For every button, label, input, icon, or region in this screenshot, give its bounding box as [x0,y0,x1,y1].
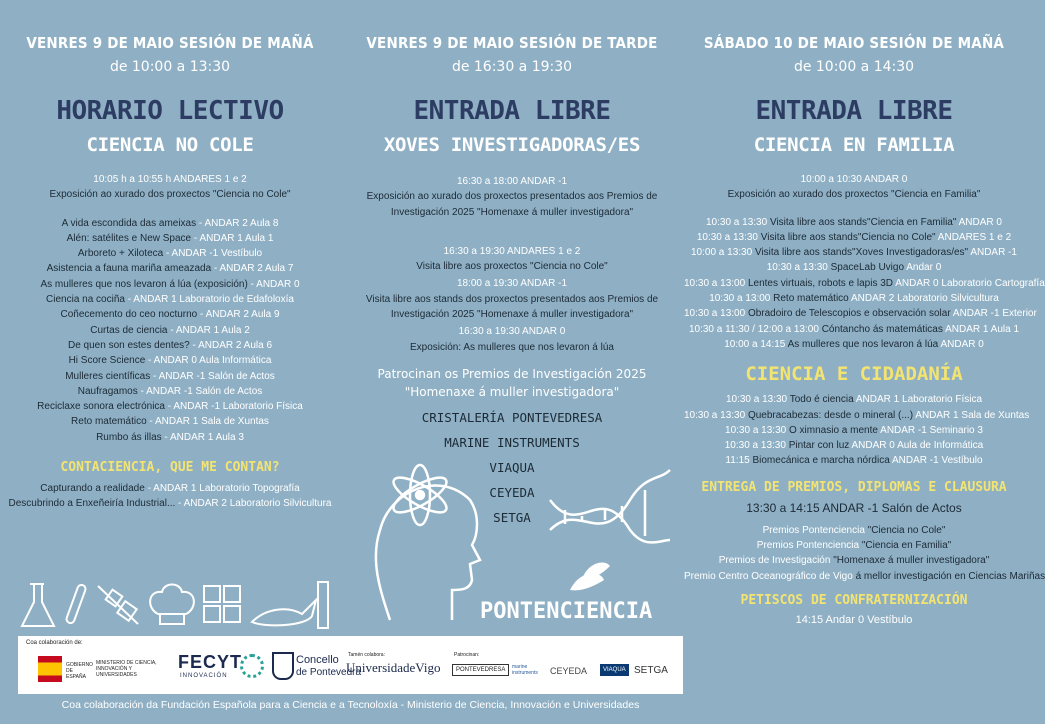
activity-name: A vida escondida das ameixas [61,217,197,229]
logo-marine: marine instruments [512,664,538,676]
activity-time: 10:30 a 11:30 / 12:00 a 13:00 [688,323,822,335]
activity-name: As mulleres que nos levaron á lúa (exposición) [40,278,248,290]
brand-wordmark: PONTENCIENCIA [480,599,653,624]
activity-item [684,337,1024,352]
activity-item [0,261,340,276]
award-item [684,523,1024,538]
activity-item [684,260,1024,275]
activity-name: Alén: satélites e New Space [66,232,192,244]
block-text: Exposición: As mulleres que nos levaron á lúa [409,341,614,353]
flask-icon [22,584,54,626]
activity-location: ANDAR 2 Laboratorio Silvicultura [848,293,999,305]
section-item [684,453,1024,468]
sponsor-title: Patrocinan os Premios de Investigación 2025 [377,366,647,381]
session-time: de 10:00 a 13:30 [109,59,231,75]
activity-location: - ANDAR 0 [247,278,300,290]
section-item-name: Descubrindo a Enxeñeiría Industrial... [8,498,176,510]
sponsor-name: MARINE INSTRUMENTS [444,434,580,450]
activity-location: ANDAR -1 Exterior [950,308,1037,320]
sponsor-name: CRISTALERÍA PONTEVEDRESA [421,409,603,425]
award-name: "Homenaxe á muller investigadora" [833,555,990,567]
activity-location: ANDARES 1 e 2 [935,231,1012,243]
activity-name: Naufragamos [77,385,138,397]
activity-name: Obradoiro de Telescopios e observación solar [747,308,951,320]
activity-location: ANDAR 0 [938,338,984,350]
activity-name: Visita libre aos stands"Ciencia no Cole" [760,231,936,243]
session-title: ENTRADA LIBRE [755,96,953,126]
intro-time: 10:05 h a 10:55 h ANDARES 1 e 2 [93,174,247,185]
activity-name: Cóntancho ás matemáticas [821,323,943,335]
logos-bar [18,636,683,694]
awards-list [684,523,1045,584]
section-list [0,481,340,512]
section-item-time: 10:30 a 13:30 [724,440,789,452]
award-name: á mellor investigación en Ciencias Mariñas [855,570,1045,582]
activity-location: ANDAR 1 Aula 1 [942,323,1020,335]
calculator-icon [204,586,240,622]
section-item [0,481,340,496]
fecyt-logo: FECYT [178,652,243,672]
activity-time: 10:00 a 14:15 [724,338,788,350]
sponsor-title-2: "Homenaxe á muller investigadora" [404,384,620,399]
activity-name: Asistencia a fauna mariña ameazada [46,263,212,275]
activity-time: 10:00 a 13:30 [691,247,755,259]
section-item-time: 10:30 a 13:30 [725,394,790,406]
award-prefix: Premios de Investigación [718,555,834,567]
session-time: de 10:00 a 14:30 [793,59,915,75]
activity-location: - ANDAR -1 Laboratorio Física [165,401,303,413]
activity-location: - ANDAR 2 Aula 7 [211,263,294,275]
section-item-time: 11:15 [725,455,753,467]
session-title: HORARIO LECTIVO [56,96,284,126]
atom-head-icon [376,465,480,620]
activity-item [0,414,340,429]
session-subtitle: CIENCIA NO COLE [86,134,254,156]
whale-icon [252,600,316,625]
activity-location: - ANDAR 1 Laboratorio de Edafoloxía [124,294,294,306]
award-item [684,553,1024,568]
award-name: "Ciencia en Familia" [861,540,952,552]
activity-name: Reto matemático [71,416,147,428]
section-item [684,423,1024,438]
activity-location: - ANDAR 2 Aula 8 [196,217,279,229]
section-item-name: Pintar con luz [788,440,850,452]
ministry-label: MINISTERIO DE CIENCIA, INNOVACIÓN Y UNIVERSIDADES [96,660,157,678]
activity-name: Rumbo ás illas [96,431,162,443]
dna-icon [550,470,670,543]
session-title: ENTRADA LIBRE [413,96,611,126]
section-item [684,392,1024,407]
activity-name: Hi Score Science [68,355,146,367]
activity-item [684,306,1037,321]
block-text: Visita libre aos stands dos proxectos presentados aos Premios de [365,293,659,305]
activity-item [684,230,1024,245]
activity-location: - ANDAR 1 Sala de Xuntas [146,416,269,428]
activity-location: - ANDAR 1 Aula 1 [191,232,274,244]
activity-name: Lentes virtuais, robots e lapis 3D [747,277,894,289]
activity-name: De quen son estes dentes? [67,339,190,351]
activity-name: As mulleres que nos levaron á lúa [787,338,939,350]
activity-name: Reciclaxe sonora electrónica [37,401,165,413]
block-time: 16:30 a 18:00 ANDAR -1 [456,176,568,187]
closing-text: 14:15 Andar 0 Vestíbulo [795,613,913,626]
section-list [684,392,1030,468]
session-header: VENRES 9 DE MAIO SESIÓN DE TARDE [366,34,658,52]
activity-name: Curtas de ciencia [90,324,168,336]
uvigo-label: Tamén colabora: [348,652,385,658]
spain-flag-icon [38,656,62,682]
fecyt-dots-icon [240,654,264,678]
activity-location: ANDAR -1 [968,247,1017,259]
activity-location: - ANDAR 1 Aula 2 [167,324,250,336]
activity-name: SpaceLab Uvigo [830,262,905,274]
activity-location: Andar 0 [904,262,942,274]
activity-name: Visita libre aos stands"Xoves Investigadoras/es" [754,247,969,259]
session-header: SÁBADO 10 DE MAIO SESIÓN DE MAÑÁ [703,34,1005,52]
sponsor-name: VIAQUA [489,459,535,475]
activity-time: 10:30 a 13:30 [696,231,761,243]
award-prefix: Premio Centro Oceanográfico de Vigo [684,570,856,582]
block-list [340,174,684,355]
session-time: de 16:30 a 19:30 [451,59,573,75]
collab-label: Coa colaboración de: [26,640,83,646]
section-item [684,408,1030,423]
block-text: Visita libre aos proxectos "Ciencia no Cole" [416,261,608,273]
activity-item [0,338,340,353]
column-friday-morning [0,0,340,512]
concello-label-2: de Pontevedra [296,667,362,678]
award-item [684,569,1045,584]
session-subtitle: XOVES INVESTIGADORAS/ES [383,134,641,156]
section-item-name: Biomecánica e marcha nórdica [752,455,890,467]
section-title: CONTACIENCIA, QUE ME CONTAN? [60,460,280,476]
block-time: 18:00 a 19:30 ANDAR -1 [456,278,568,290]
intro-text: Exposición ao xurado dos proxectos "Ciencia no Cole" [49,189,291,201]
block-text: Investigación 2025 "Homenaxe á muller investigadora" [390,206,634,218]
awards-title: ENTREGA DE PREMIOS, DIPLOMAS E CLAUSURA [701,479,1007,495]
activity-time: 10:30 a 13:00 [684,308,748,320]
section-item-location: ANDAR 1 Sala de Xuntas [913,409,1030,421]
activity-item [684,322,1024,337]
activity-location: - ANDAR 1 Aula 3 [161,431,244,443]
activity-name: Visita libre aos stands"Ciencia en Familia" [769,216,957,228]
sponsor-name: SETGA [493,509,531,525]
chef-hat-icon [150,585,194,625]
section-item-location: ANDAR 1 Laboratorio Física [853,394,983,406]
sponsor-name: CEYEDA [489,484,535,500]
intro-time: 10:00 a 10:30 ANDAR 0 [800,174,908,185]
activity-time: 10:30 a 13:00 [684,277,748,289]
section-item-location: ANDAR 0 Aula de Informática [849,440,984,452]
art-graphics [360,440,680,630]
section-item-location: ANDAR -1 Seminario 3 [877,424,983,436]
section-item-name: Todo é ciencia [789,394,854,406]
block-text: Exposición ao xurado dos proxectos presentados aos Premios de [366,191,658,203]
ruler-icon [318,582,328,628]
section-item-location: - ANDAR 1 Laboratorio Topografía [144,483,300,495]
leaf-icon [570,562,610,590]
closing-title: PETISCOS DE CONFRATERNIZACIÓN [740,592,968,608]
activity-location: - ANDAR 2 Aula 6 [189,339,273,351]
activity-item [0,216,340,231]
logo-ceyeda: CEYEDA [550,666,588,676]
section-item-location: - ANDAR 2 Laboratorio Silvicultura [175,498,332,510]
activity-name: Ciencia na cociña [46,294,125,306]
activity-item [684,245,1024,260]
award-prefix: Premios Pontenciencia [762,524,868,536]
activity-name: Reto matemático [773,293,849,305]
activity-location: - ANDAR 2 Aula 9 [197,309,280,321]
concello-label: Concello [296,654,339,666]
concello-shield-icon [272,652,294,680]
block-time: 16:30 a 19:30 ANDAR 0 [458,326,566,338]
activity-location: - ANDAR 0 Aula Informática [145,355,272,367]
session-subtitle: CIENCIA EN FAMILIA [753,134,955,156]
section-item [684,438,1024,453]
activity-location: ANDAR 0 [956,216,1002,228]
award-name: "Ciencia no Cole" [867,524,946,536]
logo-viaqua: VIAQUA [600,664,629,676]
satellite-icon [98,586,138,624]
block-text: Investigación 2025 "Homenaxe á muller investigadora" [390,309,634,321]
section-item-name: O ximnasio a mente [788,424,878,436]
activity-item [0,307,340,322]
activity-list [684,215,1045,353]
activity-location: - ANDAR -1 Vestíbulo [163,248,263,260]
activity-name: Mulleres científicas [65,370,151,382]
section-item [0,496,340,511]
activity-item [0,399,340,414]
block-time: 16:30 a 19:30 ANDARES 1 e 2 [443,245,581,257]
section-item-name: Capturando a realidade [40,483,145,495]
activity-list [0,216,340,445]
activity-location: - ANDAR -1 Salón de Actos [137,385,263,397]
activity-time: 10:30 a 13:30 [706,216,770,228]
activity-time: 10:30 a 13:30 [766,262,831,274]
activity-location: ANDAR 0 Laboratorio Cartografía [893,277,1045,289]
activity-item [0,323,340,338]
section-item-time: 10:30 a 13:30 [725,424,789,436]
activity-item [0,353,340,368]
awards-time: 13:30 a 14:15 ANDAR -1 Salón de Actos [746,500,962,515]
award-item [684,538,1024,553]
activity-name: Coñecemento do ceo nocturno [60,309,198,321]
activity-item [0,246,340,261]
intro-text: Exposición ao xurado dos proxectos "Ciencia en Familia" [727,189,981,201]
award-prefix: Premios Pontenciencia [756,540,862,552]
activity-location: - ANDAR -1 Salón de Actos [150,370,275,382]
section-item-name: Quebracabezas: desde o mineral (...) [747,409,914,421]
activity-item [684,215,1024,230]
activity-item [0,231,340,246]
test-tube-icon [65,584,86,624]
section-item-time: 10:30 a 13:30 [684,409,748,421]
activity-item [0,369,340,384]
logo-pontevedresa: PONTEVEDRESA [452,664,509,676]
section-title: CIENCIA E CIDADANÍA [745,363,963,386]
footer-note: Coa colaboración da Fundación Española para a Ciencia e a Tecnoloxía - Ministerio de Ciencia, Innovación e Universidades [61,699,640,711]
uvigo-logo: UniversidadeVigo [346,660,441,675]
activity-item [0,292,340,307]
activity-time: 10:30 a 13:00 [709,293,774,305]
logo-setga: SETGA [634,665,668,676]
gov-label: GOBIERNO DE ESPAÑA [66,662,93,680]
activity-item [684,291,1024,306]
activity-item [0,384,340,399]
activity-item [684,276,1045,291]
session-header: VENRES 9 DE MAIO SESIÓN DE MAÑÁ [26,34,314,52]
activity-item [0,430,340,445]
activity-name: Arboreto + Xiloteca [77,248,164,260]
block-gap [340,220,684,244]
section-item-location: ANDAR -1 Vestíbulo [889,455,983,467]
activity-item [0,277,340,292]
science-icons-row [16,578,346,634]
patron-label: Patrocinan: [454,652,480,658]
column-saturday-morning [684,0,1045,630]
fecyt-sub: INNOVACIÓN [180,673,228,679]
